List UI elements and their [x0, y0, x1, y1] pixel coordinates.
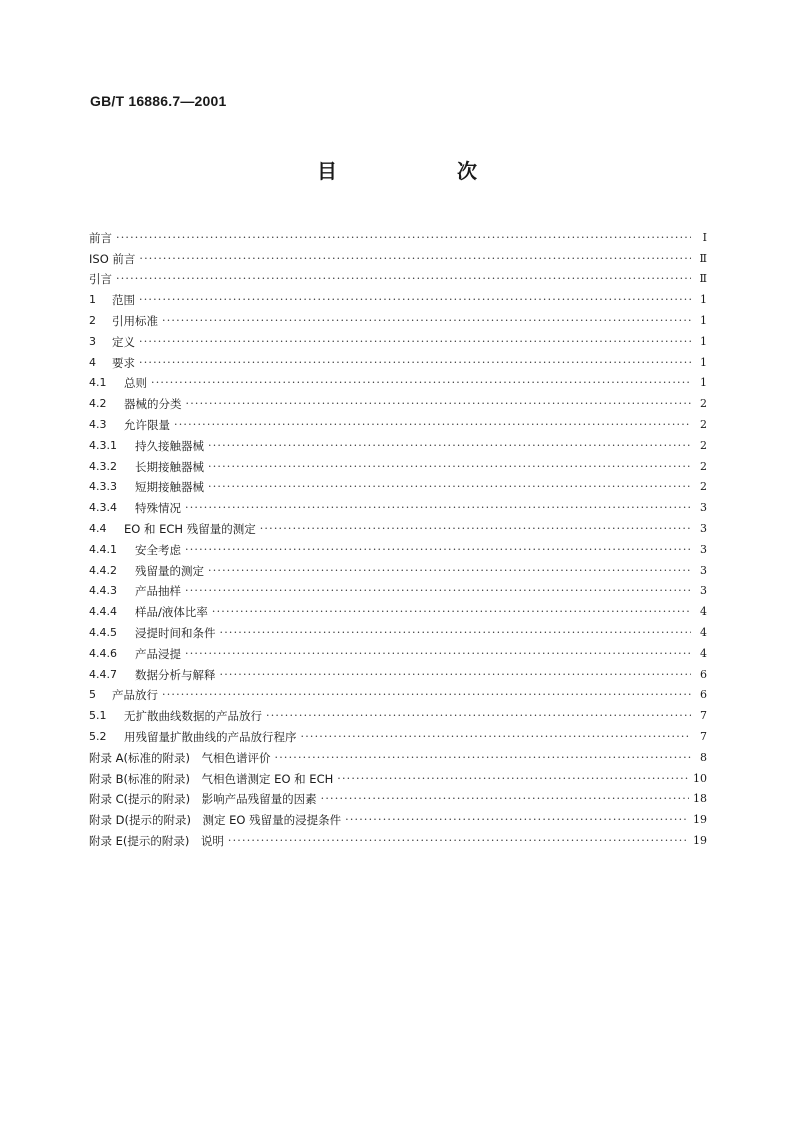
toc-entry-label: 范围: [112, 293, 135, 308]
toc-dot-leader: [301, 730, 692, 744]
toc-entry-label: 附录 D(提示的附录) 测定 EO 残留量的浸提条件: [89, 813, 342, 828]
table-of-contents: [89, 224, 707, 848]
toc-entry[interactable]: [89, 286, 707, 307]
toc-entry[interactable]: [89, 474, 707, 495]
toc-entry-page: 19: [693, 813, 707, 827]
toc-entry-number: 1: [89, 293, 96, 307]
toc-entry-page: 3: [700, 563, 707, 577]
toc-entry-number: 4.3.1: [89, 438, 117, 452]
toc-entry-number: 4.4.6: [89, 646, 117, 660]
toc-entry-number: 4.4.2: [89, 563, 117, 577]
toc-entry[interactable]: [89, 557, 707, 578]
toc-dot-leader: [185, 543, 691, 557]
toc-entry-label: 浸提时间和条件: [135, 625, 216, 640]
toc-entry-label: 长期接触器械: [135, 459, 204, 474]
toc-entry[interactable]: [89, 702, 707, 723]
toc-entry-number: 5.2: [89, 729, 107, 743]
toc-dot-leader: [220, 626, 692, 640]
toc-title: 目 次: [317, 159, 527, 183]
toc-dot-leader: [208, 460, 691, 474]
toc-entry[interactable]: [89, 411, 707, 432]
toc-entry-number: 5.1: [89, 709, 107, 723]
toc-dot-leader: [275, 751, 692, 765]
toc-entry[interactable]: [89, 744, 707, 765]
toc-entry-label: EO 和 ECH 残留量的测定: [124, 521, 256, 536]
toc-entry-page: 4: [700, 605, 707, 619]
toc-entry-page: 2: [700, 480, 707, 494]
toc-entry-page: 2: [700, 397, 707, 411]
toc-entry-number: 4.3.2: [89, 459, 117, 473]
toc-dot-leader: [228, 834, 689, 848]
toc-entry-label: 特殊情况: [135, 501, 181, 516]
toc-entry[interactable]: [89, 349, 707, 370]
toc-entry-label: 附录 A(标准的附录) 气相色谱评价: [89, 750, 271, 765]
toc-entry[interactable]: [89, 266, 707, 287]
toc-entry-number: 3: [89, 334, 96, 348]
toc-entry[interactable]: [89, 598, 707, 619]
toc-entry[interactable]: [89, 723, 707, 744]
toc-entry[interactable]: [89, 245, 707, 266]
toc-dot-leader: [208, 480, 691, 494]
toc-entry-page: Ⅱ: [699, 251, 707, 265]
toc-entry-label: 要求: [112, 355, 135, 370]
toc-entry-number: 4.3: [89, 417, 107, 431]
toc-entry[interactable]: [89, 578, 707, 599]
toc-entry[interactable]: [89, 453, 707, 474]
toc-dot-leader: [185, 647, 691, 661]
toc-entry[interactable]: [89, 536, 707, 557]
toc-entry[interactable]: [89, 827, 707, 848]
toc-dot-leader: [139, 293, 691, 307]
toc-entry-label: 样品/液体比率: [135, 605, 208, 620]
toc-entry-label: 产品浸提: [135, 646, 181, 661]
toc-entry-page: 3: [700, 542, 707, 556]
toc-dot-leader: [266, 709, 691, 723]
toc-entry-page: 10: [693, 771, 707, 785]
toc-entry-label: 持久接触器械: [135, 438, 204, 453]
toc-entry-label: 引用标准: [112, 313, 158, 328]
toc-entry[interactable]: [89, 494, 707, 515]
toc-entry-number: 4.4.4: [89, 605, 117, 619]
toc-entry-label: 总则: [124, 376, 147, 391]
toc-entry[interactable]: [89, 328, 707, 349]
toc-entry-label: 安全考虑: [135, 542, 181, 557]
toc-entry[interactable]: [89, 682, 707, 703]
toc-dot-leader: [337, 772, 689, 786]
toc-entry-page: 1: [700, 313, 707, 327]
toc-entry-page: 4: [700, 646, 707, 660]
toc-entry-page: 2: [700, 417, 707, 431]
toc-dot-leader: [162, 688, 691, 702]
toc-entry-label: 附录 C(提示的附录) 影响产品残留量的因素: [89, 792, 317, 807]
standard-code: GB/T 16886.7—2001: [90, 93, 227, 109]
toc-entry-label: 短期接触器械: [135, 480, 204, 495]
toc-entry-page: 8: [700, 750, 707, 764]
toc-entry[interactable]: [89, 640, 707, 661]
toc-dot-leader: [186, 397, 692, 411]
toc-entry[interactable]: [89, 619, 707, 640]
toc-entry-label: 数据分析与解释: [135, 667, 216, 682]
toc-entry-page: 19: [693, 833, 707, 847]
toc-dot-leader: [151, 376, 691, 390]
toc-entry-page: 3: [700, 584, 707, 598]
toc-entry-page: 18: [693, 792, 707, 806]
toc-entry-number: 4.3.4: [89, 501, 117, 515]
toc-entry-label: 定义: [112, 334, 135, 349]
toc-entry-number: 4.4.3: [89, 584, 117, 598]
toc-entry[interactable]: [89, 515, 707, 536]
toc-entry-number: 4.2: [89, 397, 107, 411]
toc-entry-page: 7: [700, 709, 707, 723]
toc-dot-leader: [208, 564, 691, 578]
toc-dot-leader: [185, 584, 691, 598]
toc-entry-label: 附录 E(提示的附录) 说明: [89, 833, 224, 848]
toc-entry-label: 引言: [89, 272, 112, 287]
toc-dot-leader: [139, 335, 691, 349]
toc-entry[interactable]: [89, 786, 707, 807]
toc-entry-page: Ⅱ: [699, 272, 707, 286]
toc-dot-leader: [162, 314, 691, 328]
toc-entry-page: 1: [700, 376, 707, 390]
toc-entry-number: 5: [89, 688, 96, 702]
toc-dot-leader: [321, 792, 689, 806]
toc-entry-label: 器械的分类: [124, 397, 182, 412]
toc-entry-page: 3: [700, 521, 707, 535]
toc-entry-label: 用残留量扩散曲线的产品放行程序: [124, 729, 297, 744]
toc-entry-page: 6: [700, 667, 707, 681]
toc-entry-page: 3: [700, 501, 707, 515]
toc-entry[interactable]: [89, 806, 707, 827]
toc-dot-leader: [220, 668, 692, 682]
toc-dot-leader: [139, 252, 691, 266]
toc-entry[interactable]: [89, 765, 707, 786]
toc-entry-number: 4.4.7: [89, 667, 117, 681]
toc-entry-label: 附录 B(标准的附录) 气相色谱测定 EO 和 ECH: [89, 771, 334, 786]
toc-entry-page: 2: [700, 459, 707, 473]
toc-entry-page: 1: [700, 293, 707, 307]
toc-entry-page: 6: [700, 688, 707, 702]
toc-dot-leader: [116, 231, 691, 245]
toc-entry-number: 4.4.1: [89, 542, 117, 556]
toc-dot-leader: [116, 272, 691, 286]
toc-entry-label: ISO 前言: [89, 251, 136, 266]
toc-entry-label: 产品抽样: [135, 584, 181, 599]
toc-entry[interactable]: [89, 390, 707, 411]
toc-entry-label: 产品放行: [112, 688, 158, 703]
toc-entry-number: 4.4: [89, 521, 107, 535]
toc-entry-label: 允许限量: [124, 417, 170, 432]
toc-entry-page: 7: [700, 729, 707, 743]
toc-dot-leader: [212, 605, 691, 619]
toc-dot-leader: [185, 501, 691, 515]
toc-entry-number: 4.3.3: [89, 480, 117, 494]
toc-entry-page: I: [702, 230, 707, 244]
toc-entry-number: 4.4.5: [89, 625, 117, 639]
toc-entry-number: 4: [89, 355, 96, 369]
toc-entry-number: 4.1: [89, 376, 107, 390]
toc-entry[interactable]: [89, 661, 707, 682]
toc-entry[interactable]: [89, 432, 707, 453]
toc-entry[interactable]: [89, 224, 707, 245]
toc-entry-page: 4: [700, 625, 707, 639]
toc-dot-leader: [208, 439, 691, 453]
toc-entry-page: 1: [700, 355, 707, 369]
toc-dot-leader: [345, 813, 689, 827]
toc-entry-label: 残留量的测定: [135, 563, 204, 578]
toc-dot-leader: [139, 356, 691, 370]
toc-dot-leader: [260, 522, 691, 536]
toc-dot-leader: [174, 418, 691, 432]
toc-entry-page: 2: [700, 438, 707, 452]
toc-entry-page: 1: [700, 334, 707, 348]
toc-entry-label: 前言: [89, 230, 112, 245]
toc-entry[interactable]: [89, 370, 707, 391]
toc-entry-label: 无扩散曲线数据的产品放行: [124, 709, 262, 724]
toc-entry-number: 2: [89, 313, 96, 327]
toc-entry[interactable]: [89, 307, 707, 328]
